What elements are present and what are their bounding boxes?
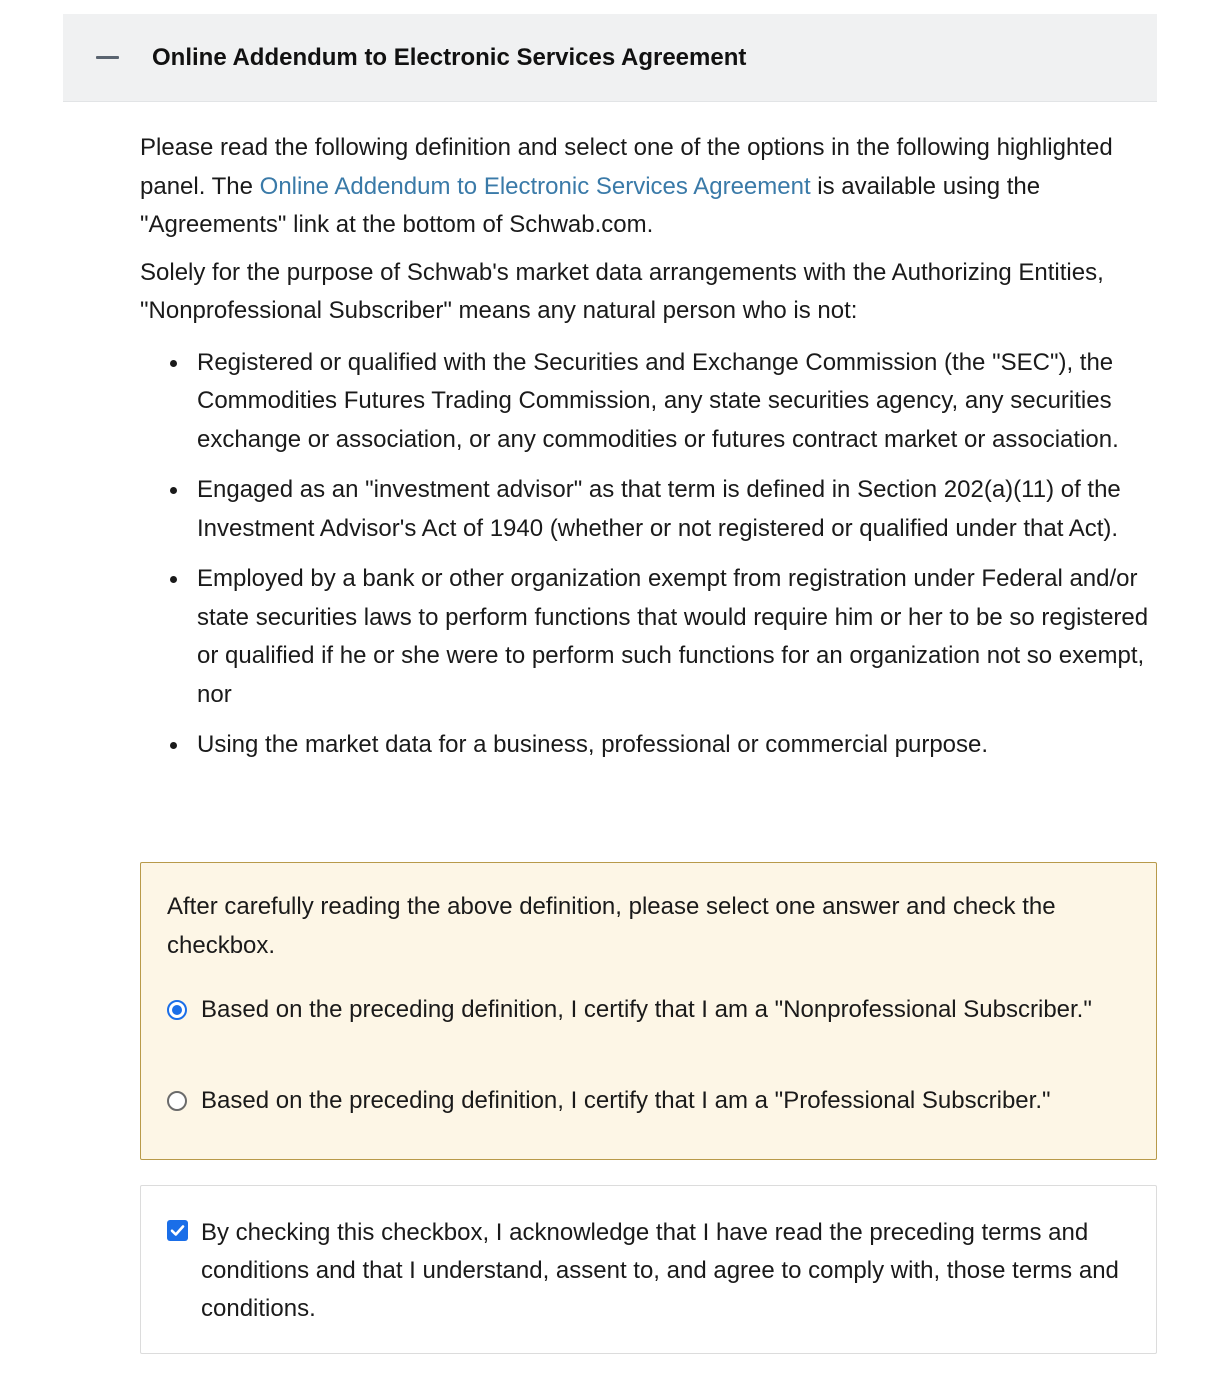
accordion-content [140,129,1157,777]
acknowledgement-checkbox[interactable] [167,1220,188,1241]
definition-item: Employed by a bank or other organization exempt from registration under Federal and/or state securities laws to perform functions that would require him or her to be so registered or qualified if he or she were to perform such functions for an organization not so exempt, nor [197,560,1157,714]
checkmark-icon [169,1222,186,1239]
acknowledgement-panel [140,1185,1157,1354]
radio-button-selected[interactable] [167,1000,187,1020]
definition-item: Using the market data for a business, professional or commercial purpose. [197,726,1157,765]
panel-prompt: After carefully reading the above definition, please select one answer and check the checkbox. [167,893,1056,959]
accordion-title: Online Addendum to Electronic Services Agreement [152,44,747,71]
professional-option[interactable] [167,1082,1137,1121]
intro-text-before-link: Please read the following definition and select one of the options in the following highlighted panel. The [140,134,1113,200]
acknowledgement-row[interactable] [167,1214,1137,1328]
definition-list [140,344,1157,765]
intro-paragraph [140,129,1157,245]
agreement-link[interactable]: Online Addendum to Electronic Services Agreement [259,172,811,200]
minus-icon[interactable] [96,56,119,59]
intro-text-after-link: is available using the "Agreements" link at the bottom of Schwab.com. [140,172,1041,238]
radio-button[interactable] [167,1091,187,1111]
definition-lead: Solely for the purpose of Schwab's market data arrangements with the Authorizing Entities, "Nonprofessional Subscriber" means any natural person who is not: [140,258,1104,324]
subscriber-selection-panel [140,862,1157,1160]
nonprofessional-option-label[interactable]: Based on the preceding definition, I certify that I am a "Nonprofessional Subscriber." [201,996,1092,1023]
nonprofessional-option[interactable] [167,991,1137,1030]
accordion-header[interactable] [63,14,1157,102]
definition-item: Engaged as an "investment advisor" as that term is defined in Section 202(a)(11) of the Investment Advisor's Act of 1940 (whether or not registered or qualified under that Act). [197,471,1157,548]
professional-option-label[interactable]: Based on the preceding definition, I certify that I am a "Professional Subscriber." [201,1087,1051,1114]
acknowledgement-label[interactable]: By checking this checkbox, I acknowledge that I have read the preceding terms and conditions and that I understand, assent to, and agree to comply with, those terms and conditions. [201,1219,1119,1322]
definition-item: Registered or qualified with the Securities and Exchange Commission (the "SEC"), the Commodities Futures Trading Commission, any state securities agency, any securities exchange or association, or any commodities or futures contract market or association. [197,344,1157,460]
